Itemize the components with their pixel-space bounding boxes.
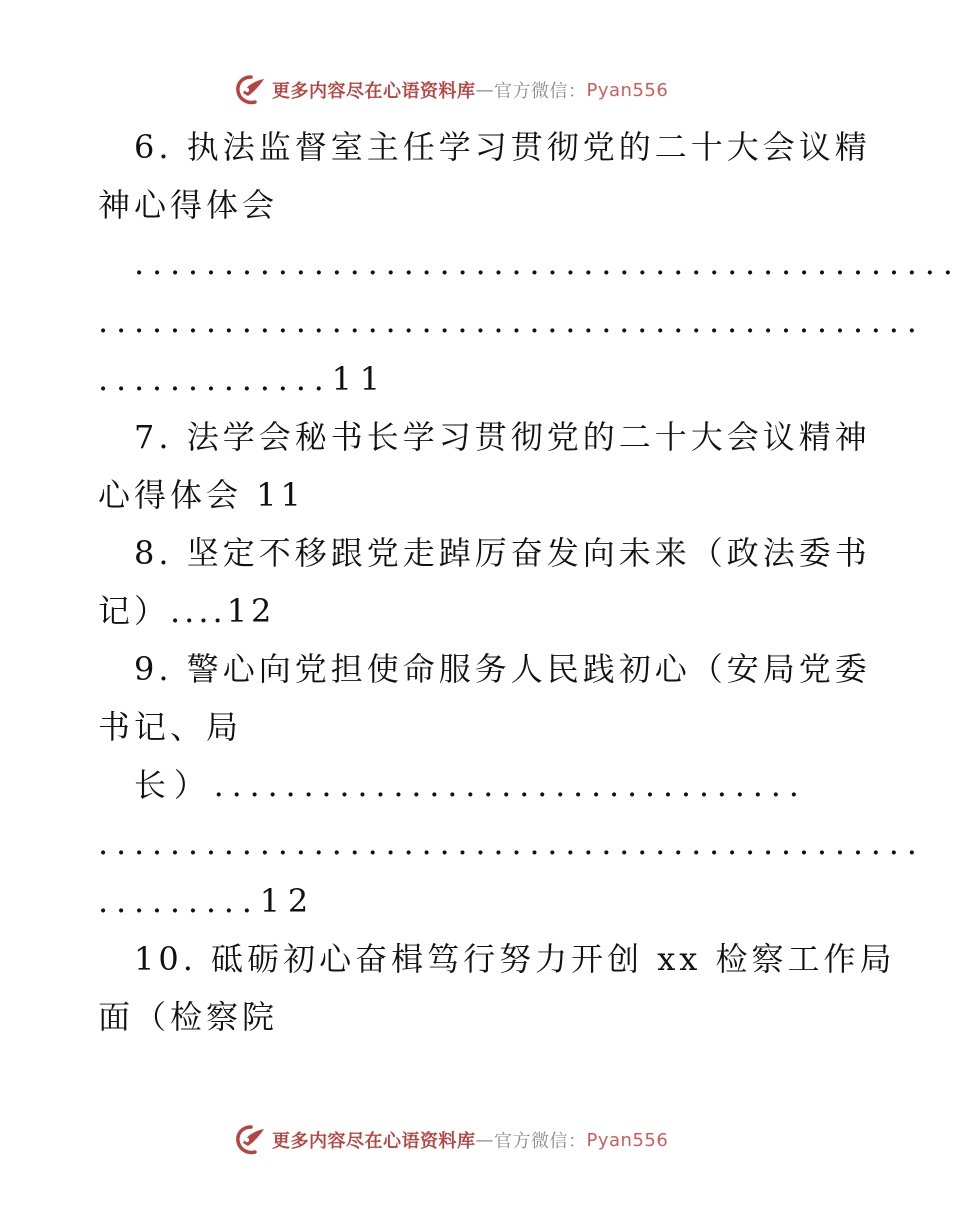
toc-entry-6-leader-2: .............................................. xyxy=(98,302,925,340)
watermark-footer xyxy=(234,1120,668,1160)
watermark-dash: — xyxy=(475,1129,494,1151)
pen-swirl-logo-icon xyxy=(234,73,268,107)
watermark-brand-text: 更多内容尽在心语资料库 xyxy=(272,1131,476,1152)
toc-entry-7-line-2: 心得体会 11 xyxy=(98,476,305,514)
toc-entry-8-line-2: 记）....12 xyxy=(98,592,276,630)
watermark-brand-text: 更多内容尽在心语资料库 xyxy=(272,81,476,102)
toc-entry-6-line-1: 6. 执法监督室主任学习贯彻党的二十大会议精 xyxy=(134,128,871,166)
pen-swirl-logo-icon xyxy=(234,1123,268,1157)
toc-list xyxy=(98,118,961,1046)
watermark-dash: — xyxy=(475,79,494,101)
watermark-wechat-label: 官方微信： xyxy=(494,1131,587,1152)
toc-entry-9-line-1: 9. 警心向党担使命服务人民践初心（安局党委 xyxy=(134,650,871,688)
toc-entry-10-line-2: 面（检察院 xyxy=(98,998,279,1036)
toc-entry-9-line-3: 长）................................. xyxy=(134,766,807,804)
toc-entry-7-line-1: 7. 法学会秘书长学习贯彻党的二十大会议精神 xyxy=(134,418,871,456)
toc-entry-9-page: .........12 xyxy=(98,882,317,920)
toc-entry-6-line-2: 神心得体会 xyxy=(98,186,279,224)
toc-entry-6-leader-1: .............................................. xyxy=(134,244,961,282)
watermark-wechat-label: 官方微信： xyxy=(494,81,587,102)
watermark-header xyxy=(234,70,668,110)
toc-entry-10-line-1: 10. 砥砺初心奋楫笃行努力开创 xx 检察工作局 xyxy=(134,940,896,978)
toc-entry-8-line-1: 8. 坚定不移跟党走踔厉奋发向未来（政法委书 xyxy=(134,534,871,572)
watermark-wechat-id: Pyan556 xyxy=(586,1129,669,1151)
toc-entry-9-leader: .............................................. xyxy=(98,824,925,862)
toc-entry-6-page: .............11 xyxy=(98,360,388,398)
toc-entry-9-line-2: 书记、局 xyxy=(98,708,243,746)
watermark-wechat-id: Pyan556 xyxy=(586,79,669,101)
